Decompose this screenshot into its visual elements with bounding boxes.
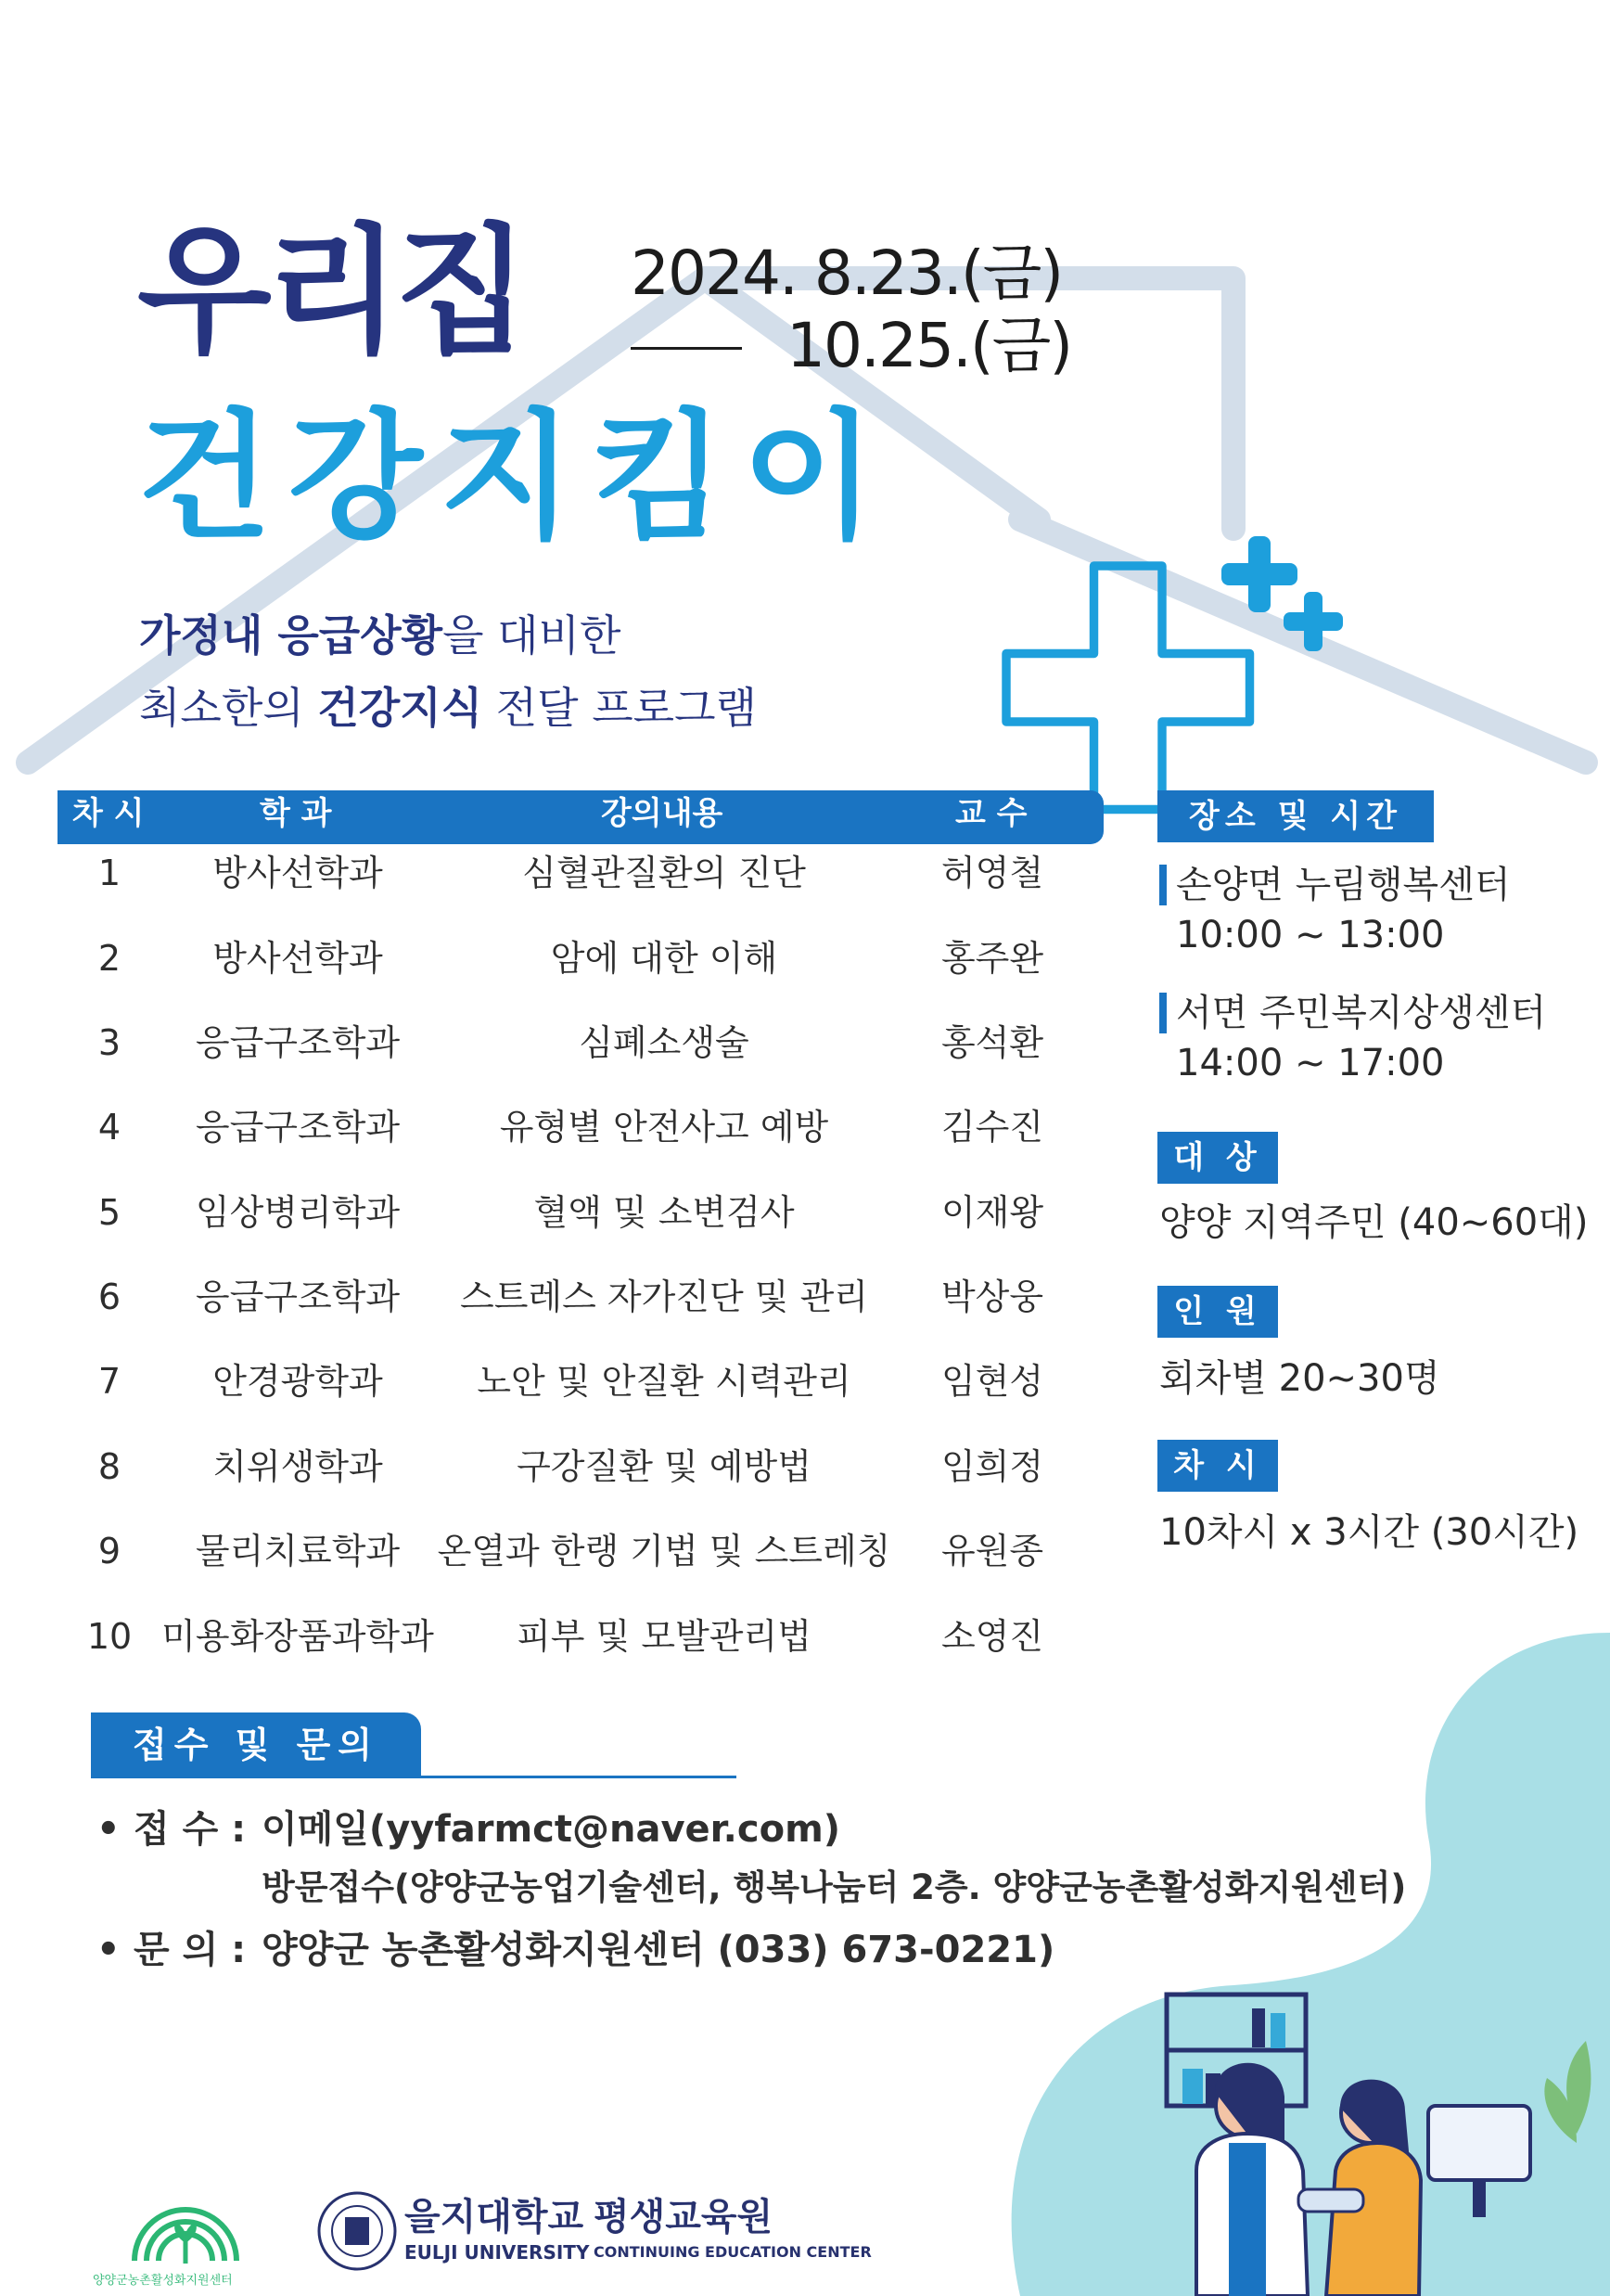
inquiry-value: 양양군 농촌활성화지원센터 (033) 673-0221) (262, 1929, 1055, 1971)
subtitle-pre2: 최소한의 (139, 683, 318, 733)
cell-professor: 허영철 (940, 853, 1044, 893)
title-line2: 건강지킴이 (137, 397, 893, 558)
table-row (58, 1446, 1104, 1534)
univ-name-en: EULJI UNIVERSITY (404, 2241, 590, 2264)
cell-department: 안경광학과 (212, 1361, 383, 1402)
title-line1: 우리집 (137, 212, 524, 373)
cell-session: 3 (97, 1022, 121, 1063)
cell-lecture: 구강질환 및 예방법 (517, 1446, 811, 1487)
time1: 10:00 ~ 13:00 (1176, 914, 1445, 956)
cell-professor: 김수진 (940, 1107, 1044, 1148)
center-logo-text: 양양군농촌활성화지원센터 (93, 2274, 233, 2288)
univ-name-kr: 을지대학교 (404, 2196, 584, 2238)
subtitle-bold2: 건강지식 (317, 683, 483, 733)
cell-professor: 홍석환 (940, 1022, 1044, 1063)
table-row (58, 855, 1104, 941)
cell-session: 2 (97, 938, 121, 979)
cell-lecture: 유형별 안전사고 예방 (499, 1107, 829, 1148)
table-row (58, 1533, 1104, 1619)
header-department: 학 과 (260, 795, 332, 832)
cell-department: 물리치료학과 (195, 1531, 401, 1571)
contact-divider (91, 1776, 736, 1778)
table-row (58, 1022, 1104, 1110)
cell-lecture: 암에 대한 이해 (550, 938, 778, 979)
cell-lecture: 노안 및 안질환 시력관리 (477, 1361, 851, 1402)
target-value: 양양 지역주민 (40~60대) (1159, 1201, 1589, 1244)
table-row (58, 938, 1104, 1026)
cell-session: 7 (97, 1361, 121, 1402)
header-professor: 교 수 (955, 795, 1028, 832)
place1-marker (1159, 865, 1167, 905)
time2: 14:00 ~ 17:00 (1176, 1042, 1445, 1084)
bullet-icon: • (96, 1929, 121, 1971)
cell-professor: 홍주완 (940, 938, 1044, 979)
cell-department: 임상병리학과 (195, 1192, 401, 1233)
table-row (58, 1192, 1104, 1280)
table-row (58, 1107, 1104, 1195)
target-label: 대 상 (1157, 1132, 1278, 1184)
header-session: 차 시 (72, 795, 145, 832)
place-time-label: 장소 및 시간 (1157, 790, 1434, 842)
house-roof-right (1020, 519, 1586, 763)
cell-session: 4 (97, 1107, 121, 1148)
subtitle-line2 (139, 683, 757, 733)
cell-session: 5 (97, 1192, 121, 1233)
cell-session: 9 (97, 1531, 121, 1571)
reception-visit: 방문접수(양양군농업기술센터, 행복나눔터 2층. 양양군농촌활성화지원센터) (262, 1867, 1407, 1907)
subtitle-rest1: 을 대비한 (442, 610, 621, 661)
header-lecture: 강의내용 (601, 795, 723, 832)
cell-professor: 임희정 (940, 1446, 1044, 1487)
table-row (58, 1276, 1104, 1365)
cell-professor: 임현성 (940, 1361, 1044, 1402)
subtitle-line1 (139, 610, 621, 661)
cell-session: 6 (97, 1276, 121, 1317)
cell-lecture: 심혈관질환의 진단 (522, 853, 806, 893)
contact-title: 접수 및 문의 (91, 1712, 421, 1777)
place2-marker (1159, 993, 1167, 1033)
cell-lecture: 혈액 및 소변검사 (533, 1192, 795, 1233)
cell-session: 1 (97, 853, 121, 893)
reception-label: 접 수 : (134, 1808, 247, 1851)
subtitle-rest2: 전달 프로그램 (482, 683, 757, 733)
subtitle-bold1: 가정내 응급상황 (139, 610, 443, 661)
table-header-bar (58, 790, 1104, 844)
place1: 손양면 누림행복센터 (1176, 864, 1511, 906)
reception-email: 이메일(yyfarmct@naver.com) (262, 1808, 841, 1851)
cell-lecture: 스트레스 자가진단 및 관리 (459, 1276, 869, 1317)
cell-session: 8 (97, 1446, 121, 1487)
univ-unit-kr: 평생교육원 (594, 2196, 773, 2238)
cell-professor: 박상웅 (940, 1276, 1044, 1317)
cell-lecture: 피부 및 모발관리법 (517, 1616, 811, 1657)
date-end: 10.25.(금) (786, 310, 1072, 381)
date-start: 2024. 8.23.(금) (631, 237, 1063, 309)
cell-professor: 유원종 (940, 1531, 1044, 1571)
cell-professor: 이재왕 (940, 1192, 1044, 1233)
people-label: 인 원 (1157, 1286, 1278, 1338)
cell-department: 방사선학과 (212, 853, 383, 893)
cell-department: 치위생학과 (212, 1446, 383, 1487)
table-row (58, 1616, 1104, 1704)
cell-lecture: 심폐소생술 (579, 1022, 749, 1063)
cell-session: 10 (86, 1616, 133, 1657)
inquiry-label: 문 의 : (134, 1929, 247, 1971)
cell-department: 응급구조학과 (195, 1276, 401, 1317)
session-label: 차 시 (1157, 1440, 1278, 1492)
center-logo-icon (121, 2182, 250, 2275)
place2: 서면 주민복지상생센터 (1176, 992, 1547, 1034)
cell-lecture: 온열과 한랭 기법 및 스트레칭 (437, 1531, 891, 1571)
cell-department: 미용화장품과학과 (161, 1616, 434, 1657)
people-value: 회차별 20~30명 (1159, 1357, 1440, 1400)
cell-professor: 소영진 (940, 1616, 1044, 1657)
univ-unit-en: CONTINUING EDUCATION CENTER (594, 2243, 872, 2261)
cell-department: 응급구조학과 (195, 1022, 401, 1063)
session-value: 10차시 x 3시간 (30시간) (1159, 1511, 1579, 1554)
univ-seal-icon (315, 2189, 399, 2273)
bullet-icon: • (96, 1808, 121, 1851)
table-row (58, 1361, 1104, 1449)
cell-department: 방사선학과 (212, 938, 383, 979)
cell-department: 응급구조학과 (195, 1107, 401, 1148)
date-dash (631, 347, 742, 350)
